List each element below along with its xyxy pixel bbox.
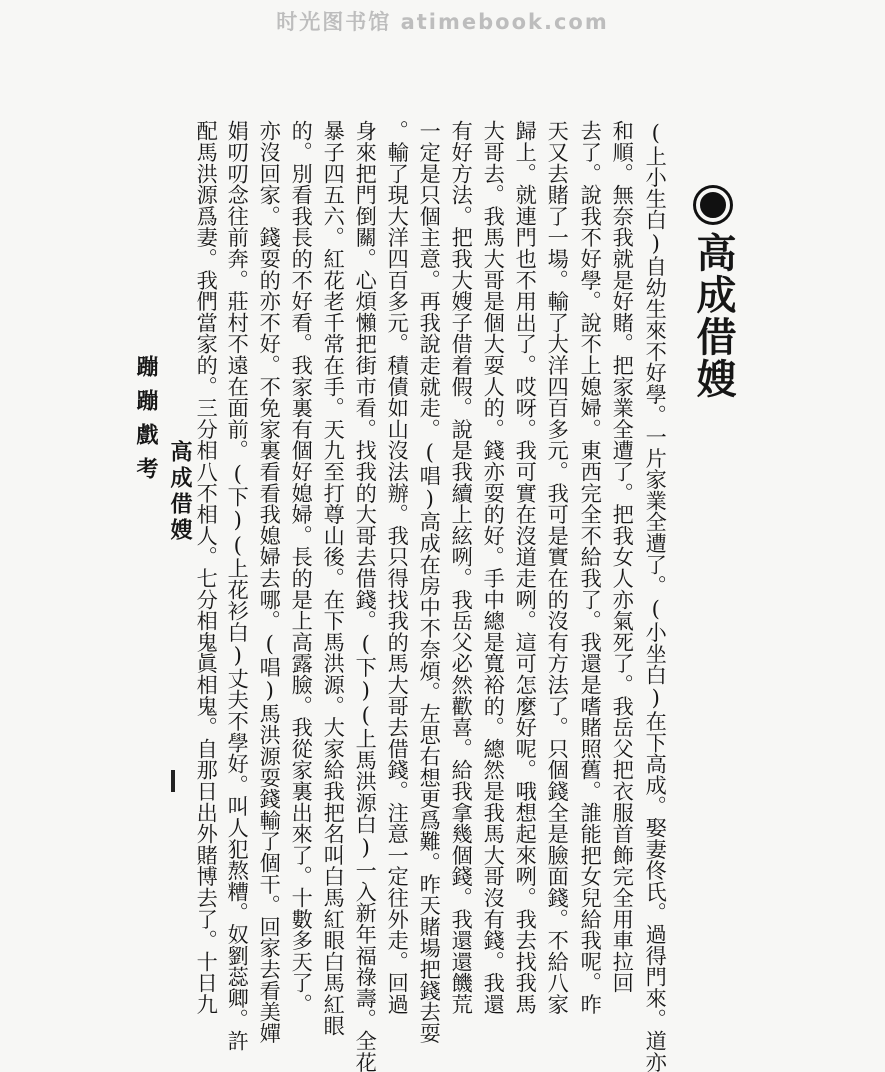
book-title: 蹦蹦戲考 (133, 355, 159, 491)
text-column: 暴子四五六。紅花老千常在手。天九至打尊山後。在下馬洪源。大家給我把名叫白馬紅眼白馬紅眼 (321, 120, 347, 1036)
text-column: 。輸了現大洋四百多元。積債如山沒法辦。我只得找我的馬大哥去借錢。注意一定往外走。回過 (385, 120, 411, 1015)
text-column: 配馬洪源爲妻。我們當家的。三分相八不相人。七分相鬼眞相鬼。自那日出外賭博去了。十日九 (194, 120, 220, 1015)
text-column: 歸上。就連門也不用出了。哎呀。我可實在沒道走咧。這可怎麼好呢。哦想起來咧。我去找我馬 (513, 120, 539, 1015)
text-column: (上小生白)自幼生來不好學。一片家業全遭了。(小坐白)在下高成。娶妻佟氏。過得門來。道亦 (643, 120, 669, 1072)
page-number (163, 770, 183, 794)
text-column: 有好方法。把我大嫂子借着假。說是我續上絃咧。我岳父必然歡喜。給我拿幾個錢。我還還饑荒 (449, 120, 475, 1015)
page-number-glyph-icon (171, 770, 175, 792)
title-heading (688, 188, 738, 400)
text-column: 天又去賭了一場。輸了大洋四百多元。我可是實在的沒有方法了。只個錢全是臉面錢。不給八家 (545, 120, 571, 1015)
text-column: 娟叨叨念往前奔。莊村不遠在面前。(下)(上花衫白)丈夫不學好。叫人犯熬糟。奴劉蕊卿。許 (225, 120, 251, 1052)
text-column: 去了。說我不好學。說不上媳婦。東西完全不給我了。我還是嗜賭照舊。誰能把女兒給我呢。昨 (578, 120, 604, 1015)
text-column: 亦沒回家。錢耍的亦不好。不免家裏看看我媳婦去哪。(唱)馬洪源耍錢輸了個干。回家去看美嬋 (257, 120, 283, 1044)
text-column: 身來把門倒關。心煩懶把街市看。找我的大哥去借錢。(下)(上馬洪源白)一入新年福祿壽。全花 (353, 120, 379, 1072)
title-bullet-icon (696, 188, 730, 222)
page-title: 高成借嫂 (690, 232, 737, 400)
text-column: 和順。無奈我就是好賭。把家業全遭了。把我女人亦氣死了。我岳父把衣服首飾完全用車拉回 (610, 120, 636, 994)
text-column: 大哥去。我馬大哥是個大耍人的。錢亦耍的好。手中總是寬裕的。總然是我馬大哥沒有錢。我還 (481, 120, 507, 1015)
text-column: 一定是只個主意。再我說走就走。(唱)高成在房中不奈煩。左思右想更爲難。昨天賭場把錢去耍 (417, 120, 443, 1044)
text-column: 的。別看我長的不好看。我家裏有個好媳婦。長的是上高露臉。我從家裏出來了。十數多天了。 (289, 120, 315, 1015)
section-title: 高成借嫂 (167, 440, 193, 544)
watermark: 时光图书馆 atimebook.com (276, 10, 609, 34)
